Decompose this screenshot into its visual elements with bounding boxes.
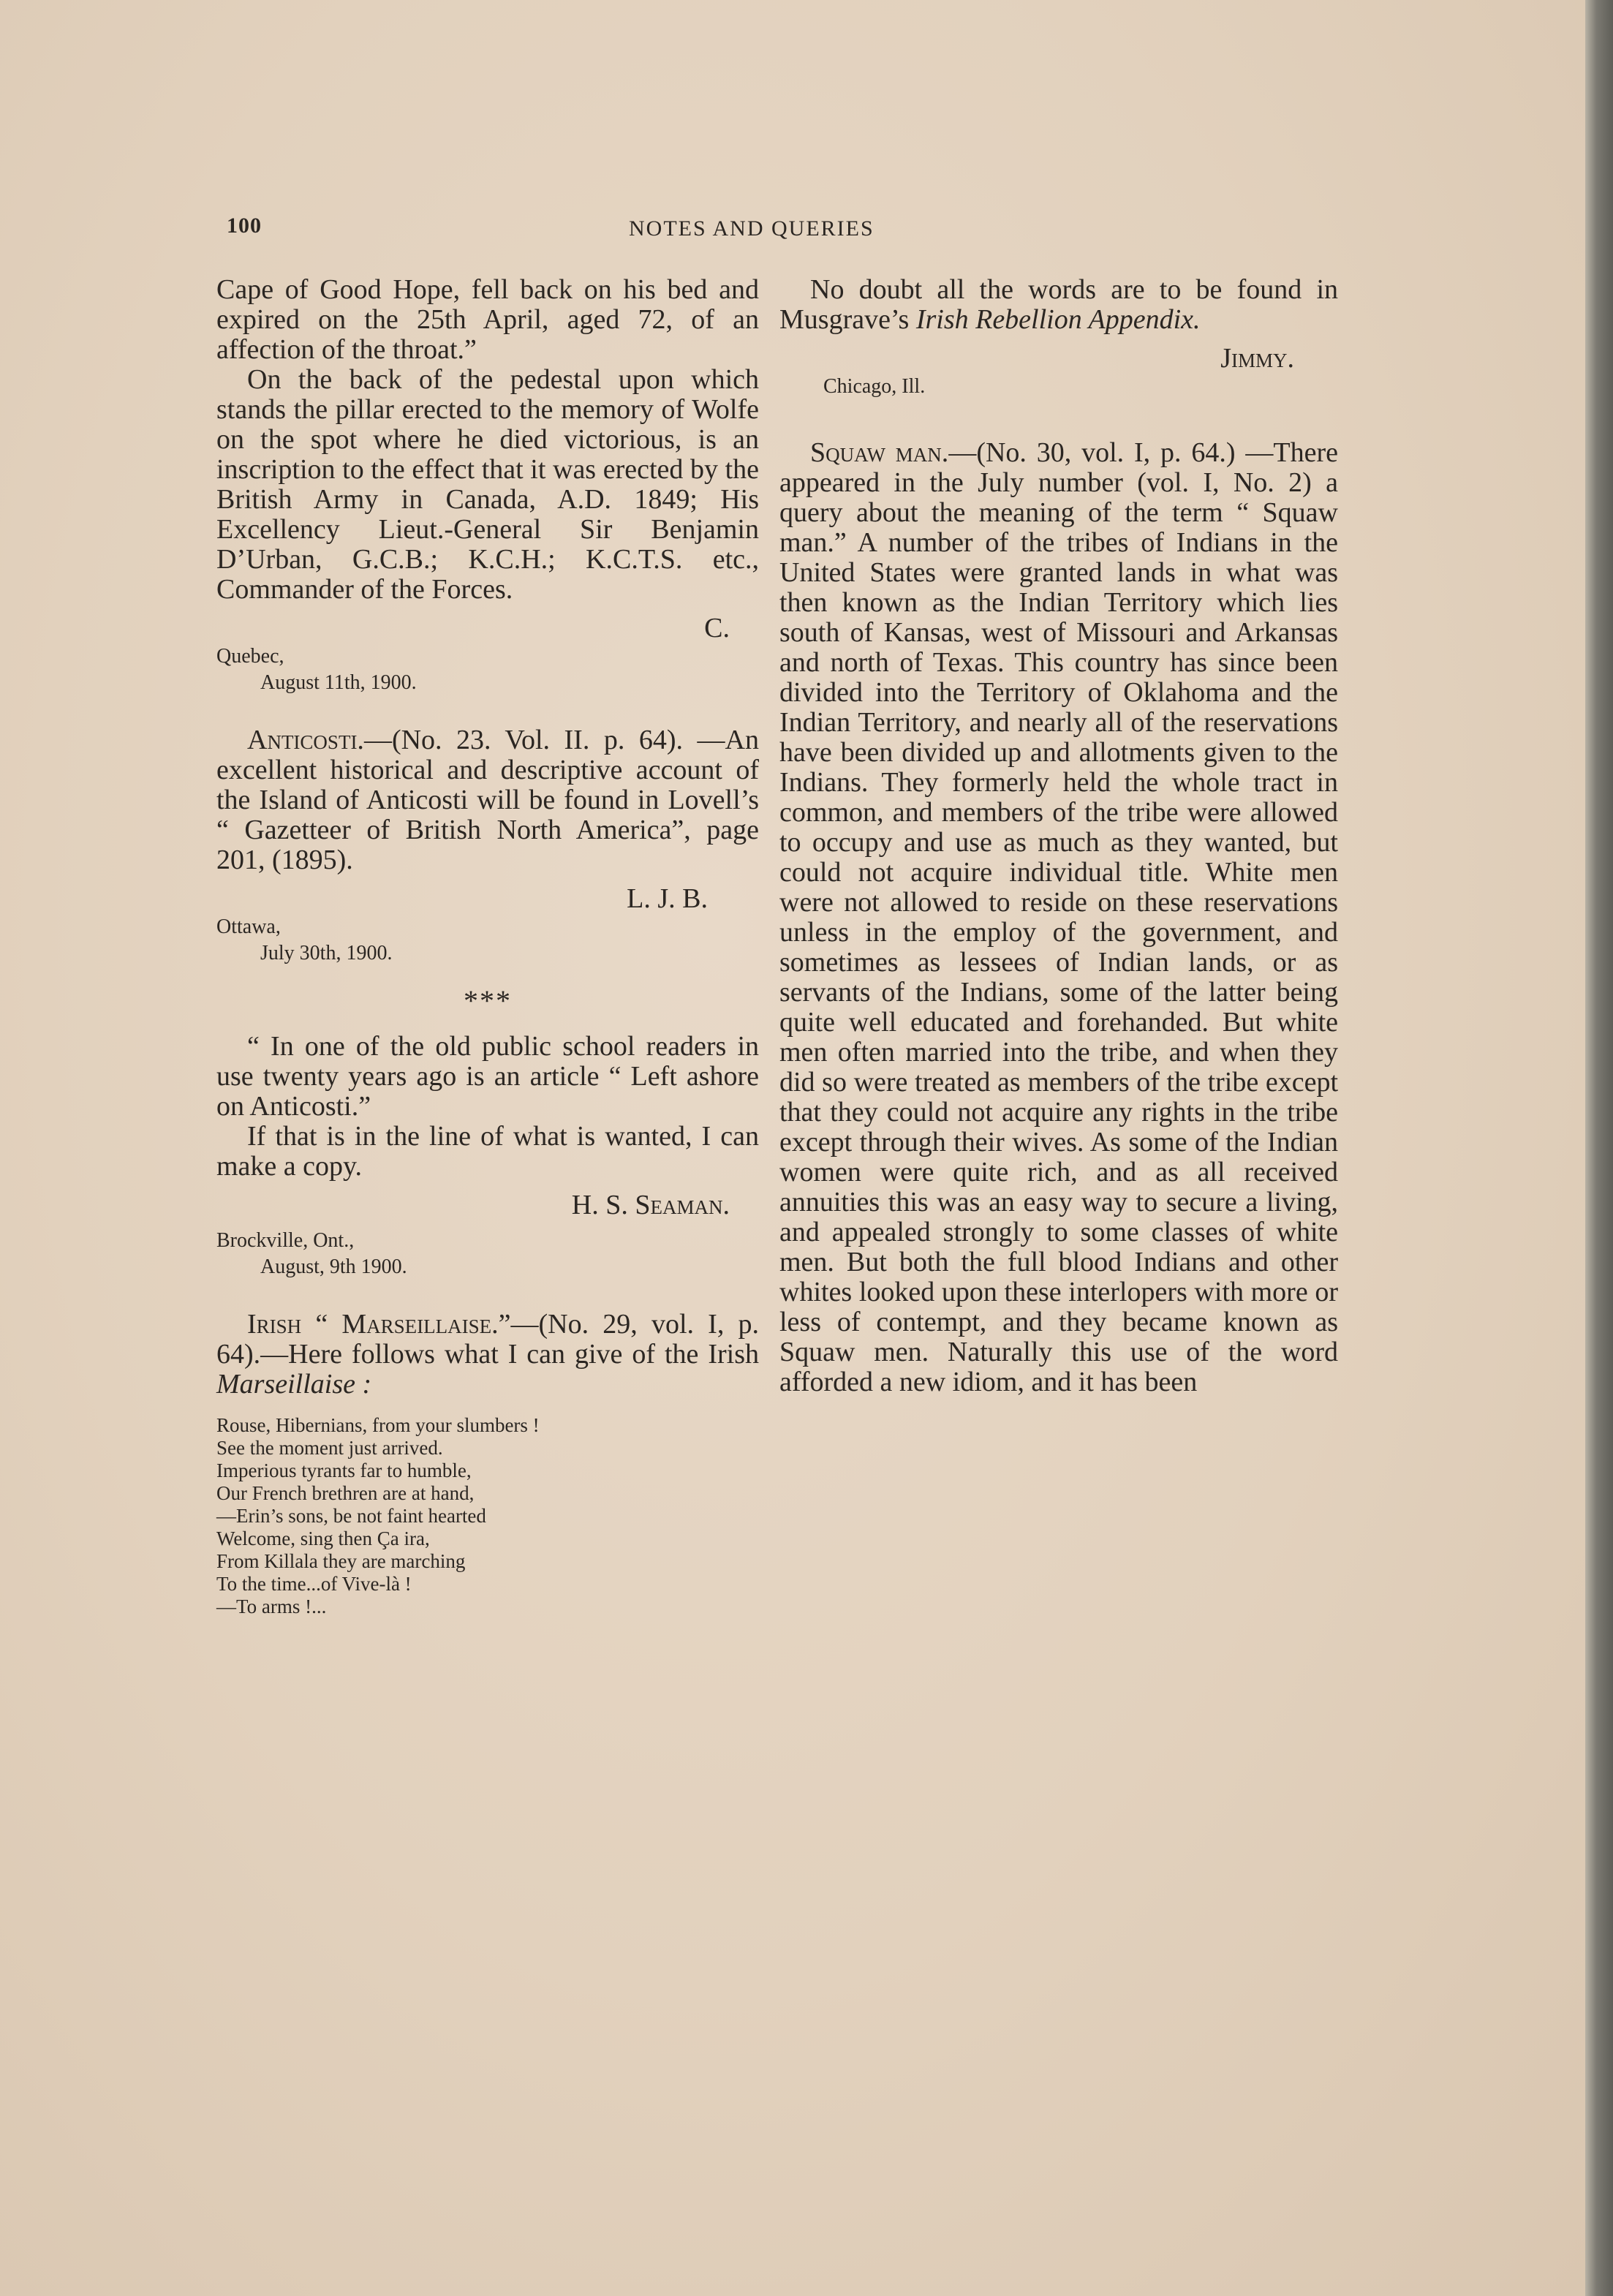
place-quebec: Quebec, [216,645,284,668]
squaw-man-heading: Squaw man. [810,437,949,468]
anticosti-heading: Anticosti. [247,725,364,755]
signature-jimmy: Jimmy. [1220,343,1294,374]
irish-marseillaise-entry [216,1310,759,1400]
copy-offer-paragraph: If that is in the line of what is wanted, I can make a copy. [216,1121,759,1182]
page-edge [1585,0,1613,2296]
anticosti-body: —(No. 23. Vol. II. p. 64). —An excellent historical and descriptive account of the Island of Anticosti will be found in Lovell’s “ Gazetteer of British North America”, page 201, (1895). [216,725,759,875]
continued-paragraph: Cape of Good Hope, fell back on his bed and expired on the 25th April, aged 72, of an affection of the throat.” [216,274,759,365]
left-column [216,275,759,1618]
poem-line: —Erin’s sons, be not faint hearted [216,1505,486,1527]
running-title: NOTES AND QUERIES [629,216,875,241]
poem-line: Rouse, Hibernians, from your slumbers ! [216,1414,540,1436]
dateline-ottawa [216,914,759,967]
place-ottawa: Ottawa, [216,915,281,938]
date-brockville: August, 9th 1900. [260,1255,407,1278]
poem-line: From Killala they are marching [216,1550,466,1572]
squaw-man-body: —(No. 30, vol. I, p. 64.) —There appeared in the July number (vol. I, No. 2) a query about the meaning of the term “ Squaw man.” A number of the tribes of Indians in the United States were granted lands in what was then known as the Indian Territory which lies south of Kansas, west of Missouri and Arkansas and north of Texas. This country has since been divided into the Territory of Oklahoma and the Indian Territory, and nearly all of the reservations have been divided up and allotments given to the Indians. They formerly held the whole tract in common, and members of the tribe were allowed to occupy and use as much as they wanted, but could not acquire individual title. White men were not allowed to reside on these reservations unless in the employ of the government, and sometimes as lessees of Indian lands, or as servants of the Indians, some of the latter being quite well educated and forehanded. But white men often married into the tribe, and when they did so were treated as members of the tribe except that they could not acquire any rights in the tribe except through their wives. As some of the Indian women were quite rich, and as all received annuities this was an easy way to secure a living, and appealed strongly to some classes of white men. But both the full blood Indians and other whites looked upon these interlopers with more or less of contempt, and they became known as Squaw men. Naturally this use of the word afforded a new idiom, and it has been [779,437,1338,1397]
poem-line: See the moment just arrived. [216,1437,443,1459]
poem [216,1414,759,1618]
poem-line: Our French brethren are at hand, [216,1482,475,1504]
musgrave-title: Irish Rebellion Appendix. [915,304,1201,335]
school-reader-paragraph: “ In one of the old public school readers in use twenty years ago is an article “ Left ashore on Anticosti.” [216,1031,759,1122]
poem-line: To the time...of Vive-là ! [216,1573,412,1595]
dateline-brockville [216,1228,759,1280]
irish-marseillaise-heading: Irish “ Marseillaise.” [247,1309,511,1340]
section-divider-stars: *** [464,984,512,1017]
date-quebec: August 11th, 1900. [260,671,417,694]
place-chicago: Chicago, Ill. [823,375,926,398]
squaw-man-entry [779,438,1338,1397]
date-ottawa: July 30th, 1900. [260,942,393,964]
signature-ljb: L. J. B. [627,883,708,914]
poem-line: Welcome, sing then Ça ira, [216,1527,430,1549]
right-column [779,275,1338,1397]
signature-c: C. [704,613,730,643]
irish-marseillaise-body: —(No. 29, vol. I, p. 64).—Here follows what I can give of the Irish [216,1309,759,1370]
signature-seaman: H. S. Seaman. [571,1190,730,1220]
place-brockville: Brockville, Ont., [216,1229,355,1252]
marseillaise-title: Marseillaise : [216,1369,372,1400]
poem-line: —To arms !... [216,1596,327,1617]
musgrave-paragraph [779,275,1338,335]
wolfe-pillar-paragraph: On the back of the pedestal upon which stands the pillar erected to the memory of Wolfe on the spot where he died victorious, is an inscription to the effect that it was erected by the British Army in Canada, A.D. 1849; His Excellency Lieut.-General Sir Benjamin D’Urban, G.C.B.; K.C.H.; K.C.T.S. etc., Commander of the Forces. [216,364,759,605]
anticosti-entry [216,725,759,875]
musgrave-text: No doubt all the words are to be found in Musgrave’s [779,274,1338,335]
page-number: 100 [227,214,262,238]
dateline-quebec [216,643,759,696]
poem-line: Imperious tyrants far to humble, [216,1459,472,1481]
